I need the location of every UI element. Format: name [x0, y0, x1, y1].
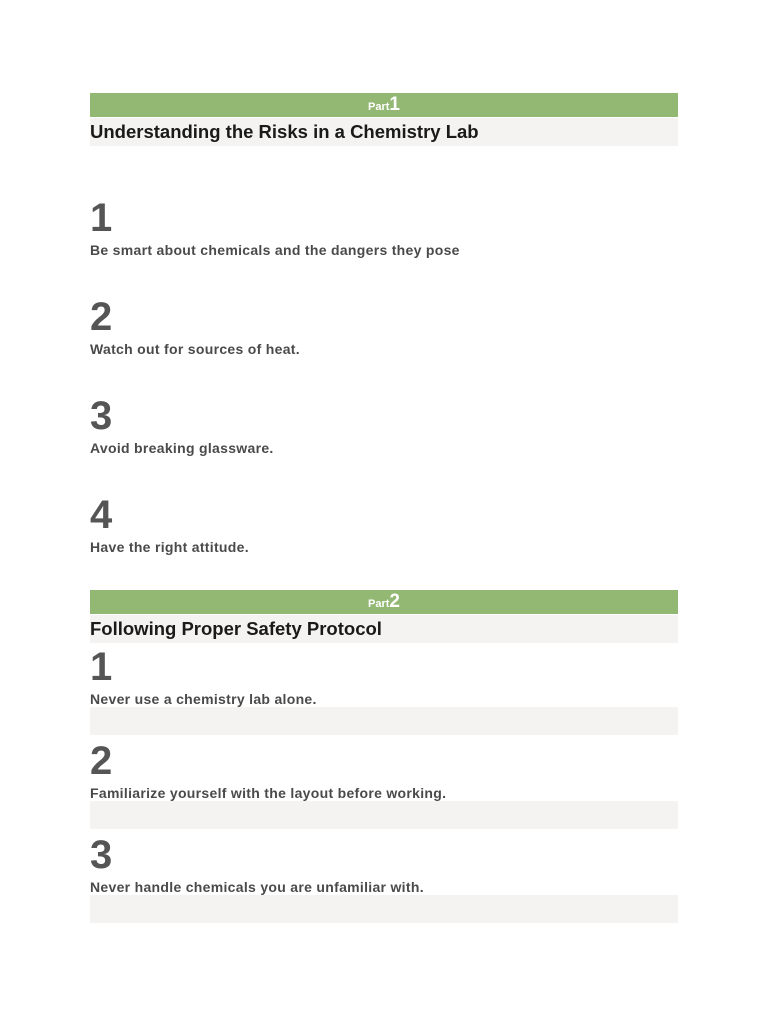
part-1-label: Part: [368, 101, 390, 113]
part-1-step-3-text: Avoid breaking glassware.: [90, 440, 274, 456]
part-2-step-1-divider: [90, 707, 678, 735]
part-1-step-2-text: Watch out for sources of heat.: [90, 341, 300, 357]
part-2-number: 2: [389, 591, 400, 612]
part-1-step-1-text: Be smart about chemicals and the dangers they pose: [90, 242, 460, 258]
part-1-banner: [90, 93, 678, 117]
part-2-step-3-divider: [90, 895, 678, 923]
part-2-step-2-divider: [90, 801, 678, 829]
part-2-step-3-number: 3: [90, 833, 113, 877]
part-2-step-3-text: Never handle chemicals you are unfamiliar with.: [90, 879, 424, 895]
part-1-title: Understanding the Risks in a Chemistry Lab: [90, 118, 678, 146]
part-1-step-4-text: Have the right attitude.: [90, 539, 249, 555]
part-1-step-3-number: 3: [90, 394, 113, 438]
part-2-title: Following Proper Safety Protocol: [90, 615, 678, 643]
part-2-step-1-number: 1: [90, 645, 113, 689]
part-2-label: Part: [368, 598, 390, 610]
part-2-banner: [90, 590, 678, 614]
part-2-step-1-text: Never use a chemistry lab alone.: [90, 691, 317, 707]
part-1-step-1-number: 1: [90, 196, 113, 240]
part-2-step-2-text: Familiarize yourself with the layout before working.: [90, 785, 447, 801]
part-1-step-4-number: 4: [90, 493, 113, 537]
part-1-number: 1: [389, 94, 400, 115]
part-1-step-2-number: 2: [90, 295, 113, 339]
part-2-step-2-number: 2: [90, 739, 113, 783]
